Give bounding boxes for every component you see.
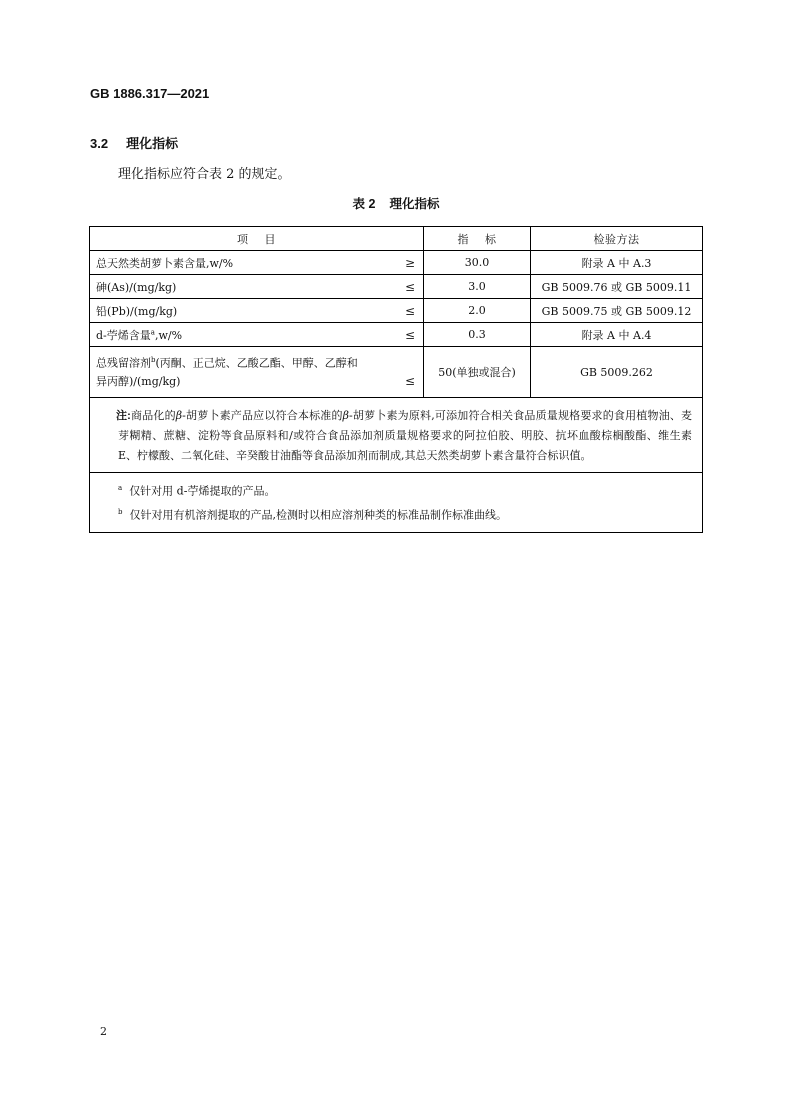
table-caption-title: 理化指标 xyxy=(389,197,440,211)
row-relation: ≤ xyxy=(404,327,415,342)
row-relation: ≥ xyxy=(404,255,415,270)
row-item: d-苧烯含量$^a$,w/% xyxy=(96,327,183,342)
section-heading xyxy=(90,133,178,152)
table-row xyxy=(90,347,703,398)
row-value: 50(单独或混合) xyxy=(424,347,531,398)
row-method: 附录 A 中 A.4 xyxy=(531,323,703,347)
table-row xyxy=(90,299,703,323)
table-row xyxy=(90,323,703,347)
row-item: 总天然类胡萝卜素含量,w/% xyxy=(96,256,234,270)
table-header-row xyxy=(90,227,703,251)
row-relation: ≤ xyxy=(404,279,415,294)
footnote-ref-b: b xyxy=(151,355,156,364)
row-method: GB 5009.262 xyxy=(531,347,703,398)
table-row xyxy=(90,275,703,299)
row-method: 附录 A 中 A.3 xyxy=(531,251,703,275)
row-method: GB 5009.75 或 GB 5009.12 xyxy=(531,299,703,323)
table-footnotes-row xyxy=(90,473,703,533)
table-caption xyxy=(0,194,792,212)
row-value: 2.0 xyxy=(424,299,531,323)
row-value: 3.0 xyxy=(424,275,531,299)
row-relation: ≤ xyxy=(404,303,415,318)
row-relation: ≤ xyxy=(404,374,415,389)
section-number: 3.2 xyxy=(90,136,109,151)
section-paragraph: 理化指标应符合表 2 的规定。 xyxy=(118,167,291,182)
row-item: 砷(As)/(mg/kg) xyxy=(96,280,177,294)
row-method: GB 5009.76 或 GB 5009.11 xyxy=(531,275,703,299)
row-item: 总残留溶剂$^b$(丙酮、正己烷、乙酸乙酯、甲醇、乙醇和 xyxy=(96,355,358,370)
row-value: 0.3 xyxy=(424,323,531,347)
page-number: 2 xyxy=(100,1025,107,1038)
note-label: 注: xyxy=(116,410,131,422)
header-method: 检验方法 xyxy=(531,227,703,251)
row-item: 铅(Pb)/(mg/kg) xyxy=(96,304,178,318)
table-note-row xyxy=(90,398,703,473)
header-item: 项 目 xyxy=(90,227,424,251)
footnote: $^b$ 仅针对用有机溶剂提取的产品,检测时以相应溶剂种类的标准品制作标准曲线。 xyxy=(118,507,507,522)
section-title: 理化指标 xyxy=(126,136,179,151)
row-item-line2: 异丙醇)/(mg/kg) xyxy=(96,375,181,389)
table-row xyxy=(90,251,703,275)
footnote-ref-a: a xyxy=(150,327,155,336)
footnote: $^a$ 仅针对用 d-苧烯提取的产品。 xyxy=(118,484,276,498)
row-value: 30.0 xyxy=(424,251,531,275)
physicochemical-table xyxy=(89,226,703,533)
table-note: 注:商品化的β-胡萝卜素产品应以符合本标准的β-胡萝卜素为原料,可添加符合相关食品质量规格要求的食用植物油、麦芽糊精、蔗糖、淀粉等食品原料和/或符合食品添加剂质量规格要求的阿拉伯胶、明胶、抗坏血酸棕榈酸酯、维生素 E、柠檬酸、二氧化硅、辛癸酸甘油酯等食品添加剂而制成,其总天然类胡萝卜素含量符合标识值。 xyxy=(90,398,703,473)
header-indicator: 指 标 xyxy=(424,227,531,251)
standard-number: GB 1886.317—2021 xyxy=(90,86,210,101)
table-caption-label: 表 2 xyxy=(352,197,376,211)
